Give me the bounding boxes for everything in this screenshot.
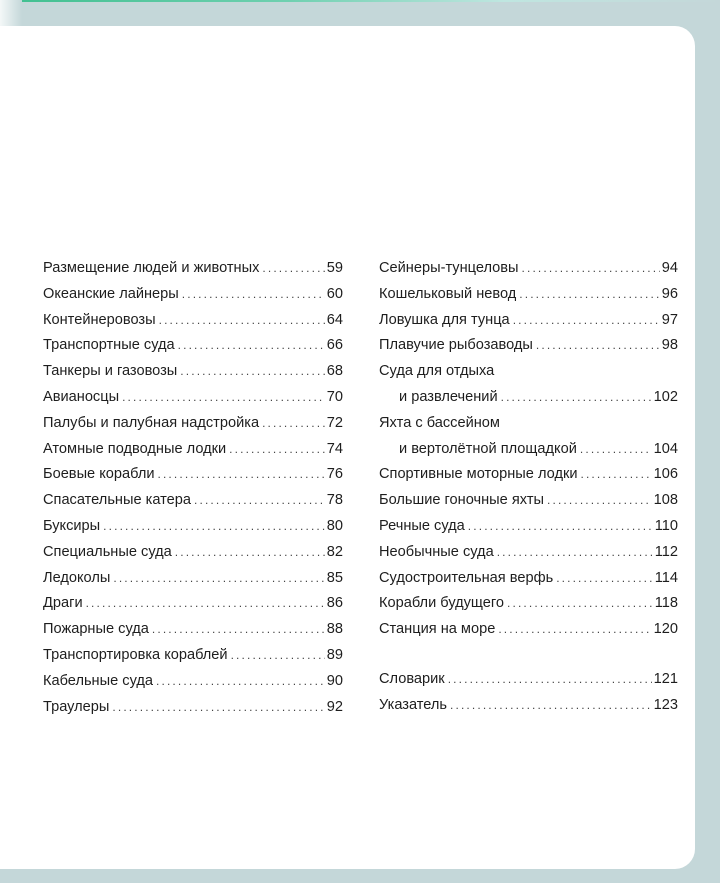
toc-entry-title: Транспортировка кораблей bbox=[43, 646, 228, 663]
toc-entry[interactable] bbox=[43, 488, 343, 514]
toc-entry[interactable] bbox=[43, 359, 343, 385]
toc-entry[interactable] bbox=[43, 385, 343, 411]
toc-entry[interactable] bbox=[379, 667, 678, 693]
dot-leader bbox=[86, 591, 325, 617]
toc-entry-page-number: 92 bbox=[326, 698, 343, 715]
dot-leader bbox=[156, 669, 325, 695]
dot-leader bbox=[262, 256, 324, 282]
toc-entry-page-number: 123 bbox=[653, 696, 678, 713]
dot-leader bbox=[159, 308, 325, 334]
dot-leader bbox=[580, 437, 652, 463]
dot-leader bbox=[158, 462, 325, 488]
toc-entry[interactable] bbox=[379, 488, 678, 514]
toc-entry-page-number: 85 bbox=[326, 569, 343, 586]
toc-entry-title: Необычные суда bbox=[379, 543, 494, 560]
toc-entry-page-number: 88 bbox=[326, 621, 343, 638]
toc-entry-page-number: 120 bbox=[653, 621, 678, 638]
toc-entry[interactable] bbox=[43, 669, 343, 695]
dot-leader bbox=[180, 359, 324, 385]
dot-leader bbox=[175, 540, 325, 566]
toc-entry-title: и вертолётной площадкой bbox=[399, 440, 577, 457]
toc-entry[interactable] bbox=[379, 566, 678, 592]
toc-entry-page-number: 112 bbox=[654, 543, 678, 560]
content-panel bbox=[0, 26, 695, 869]
dot-leader bbox=[513, 308, 660, 334]
dot-leader bbox=[507, 591, 653, 617]
toc-entry-title: и развлечений bbox=[399, 388, 498, 405]
toc-entry[interactable] bbox=[379, 540, 678, 566]
toc-entry[interactable] bbox=[379, 359, 678, 385]
toc-entry[interactable] bbox=[379, 437, 678, 463]
toc-entry-page-number: 96 bbox=[661, 285, 678, 302]
toc-entry[interactable] bbox=[379, 385, 678, 411]
toc-entry[interactable] bbox=[43, 437, 343, 463]
dot-leader bbox=[112, 695, 324, 721]
toc-entry[interactable] bbox=[43, 695, 343, 721]
toc-entry-title: Драги bbox=[43, 595, 83, 612]
toc-entry-page-number: 121 bbox=[653, 670, 678, 687]
toc-entry-page-number: 64 bbox=[326, 311, 343, 328]
toc-entry-page-number: 59 bbox=[326, 260, 343, 276]
toc-entry-title: Ловушка для тунца bbox=[379, 311, 510, 328]
toc-right-column bbox=[379, 256, 678, 719]
toc-entry[interactable] bbox=[43, 617, 343, 643]
toc-entry-title: Палубы и палубная надстройка bbox=[43, 414, 260, 431]
toc-entry[interactable] bbox=[379, 462, 678, 488]
toc-entry-title: Размещение людей и животных bbox=[43, 260, 260, 276]
dot-leader bbox=[519, 282, 660, 308]
toc-entry[interactable] bbox=[43, 333, 343, 359]
toc-entry[interactable] bbox=[43, 462, 343, 488]
toc-entry-page-number: 98 bbox=[661, 337, 678, 354]
toc-entry-page-number: 82 bbox=[326, 543, 343, 560]
toc-entry-title: Большие гоночные яхты bbox=[379, 492, 545, 509]
dot-leader bbox=[497, 540, 653, 566]
dot-leader bbox=[498, 617, 651, 643]
dot-leader bbox=[581, 462, 652, 488]
toc-entry[interactable] bbox=[43, 566, 343, 592]
toc-entry-page-number: 72 bbox=[326, 414, 343, 431]
dot-leader bbox=[229, 437, 325, 463]
toc-entry[interactable] bbox=[43, 591, 343, 617]
toc-entry[interactable] bbox=[379, 308, 678, 334]
toc-entry-page-number: 108 bbox=[653, 492, 678, 509]
toc-entry-page-number: 94 bbox=[661, 260, 678, 276]
dot-leader bbox=[556, 566, 653, 592]
toc-entry-title: Спортивные моторные лодки bbox=[379, 466, 578, 483]
toc-entry[interactable] bbox=[379, 333, 678, 359]
toc-entry[interactable] bbox=[43, 256, 343, 282]
toc-entry-page-number: 60 bbox=[326, 285, 343, 302]
toc-entry-title: Буксиры bbox=[43, 517, 101, 534]
toc-left-column bbox=[43, 256, 343, 720]
dot-leader bbox=[194, 488, 325, 514]
toc-entry-title: Спасательные катера bbox=[43, 492, 192, 509]
toc-entry-title: Речные суда bbox=[379, 517, 465, 534]
toc-entry[interactable] bbox=[379, 693, 678, 719]
toc-entry-page-number: 78 bbox=[326, 492, 343, 509]
dot-leader bbox=[262, 411, 325, 437]
dot-leader bbox=[501, 385, 652, 411]
toc-entry-title: Танкеры и газовозы bbox=[43, 363, 178, 380]
toc-entry-page-number: 66 bbox=[326, 337, 343, 354]
section-gap bbox=[379, 643, 678, 667]
toc-entry-page-number: 90 bbox=[326, 672, 343, 689]
toc-entry[interactable] bbox=[379, 256, 678, 282]
dot-leader bbox=[182, 282, 325, 308]
toc-entry-title: Яхта с бассейном bbox=[379, 414, 500, 431]
toc-entry-page-number: 97 bbox=[661, 311, 678, 328]
toc-entry-title: Судостроительная верфь bbox=[379, 569, 554, 586]
toc-entry-title: Кабельные суда bbox=[43, 672, 154, 689]
toc-entry-page-number: 74 bbox=[326, 440, 343, 457]
toc-entry[interactable] bbox=[43, 308, 343, 334]
toc-entry-page-number: 110 bbox=[654, 517, 678, 534]
toc-entry[interactable] bbox=[379, 411, 678, 437]
dot-leader bbox=[103, 514, 325, 540]
toc-entry[interactable] bbox=[43, 282, 343, 308]
toc-entry-title: Плавучие рыбозаводы bbox=[379, 337, 533, 354]
toc-entry-page-number: 89 bbox=[326, 646, 343, 663]
toc-entry[interactable] bbox=[43, 643, 343, 669]
toc-entry-title: Пожарные суда bbox=[43, 621, 149, 638]
toc-entry-title: Указатель bbox=[379, 696, 448, 713]
toc-entry-page-number: 104 bbox=[653, 440, 678, 457]
dot-leader bbox=[547, 488, 652, 514]
corner-fade bbox=[0, 0, 22, 28]
dot-leader bbox=[113, 566, 324, 592]
dot-leader bbox=[122, 385, 325, 411]
toc-entry-page-number: 102 bbox=[653, 388, 678, 405]
toc-entry-page-number: 86 bbox=[326, 595, 343, 612]
toc-entry-title: Ледоколы bbox=[43, 569, 111, 586]
toc-entry-title: Траулеры bbox=[43, 698, 110, 715]
toc-entry[interactable] bbox=[43, 540, 343, 566]
toc-entry-page-number: 68 bbox=[326, 363, 343, 380]
toc-entry[interactable] bbox=[43, 411, 343, 437]
toc-entry-page-number: 76 bbox=[326, 466, 343, 483]
dot-leader bbox=[178, 333, 325, 359]
toc-entry-title: Суда для отдыха bbox=[379, 363, 495, 380]
toc-entry-title: Словарик bbox=[379, 670, 445, 687]
toc-entry[interactable] bbox=[379, 282, 678, 308]
dot-leader bbox=[448, 667, 652, 693]
toc-entry-title: Атомные подводные лодки bbox=[43, 440, 227, 457]
toc-entry-title: Авианосцы bbox=[43, 388, 120, 405]
toc-entry-page-number: 80 bbox=[326, 517, 343, 534]
toc-entry-title: Боевые корабли bbox=[43, 466, 155, 483]
toc-entry-page-number: 70 bbox=[326, 388, 343, 405]
toc-entry-title: Океанские лайнеры bbox=[43, 285, 179, 302]
toc-entry-title: Специальные суда bbox=[43, 543, 172, 560]
toc-entry-title: Контейнеровозы bbox=[43, 311, 156, 328]
toc-entry-title: Кошельковый невод bbox=[379, 285, 517, 302]
dot-leader bbox=[231, 643, 325, 669]
dot-leader bbox=[152, 617, 325, 643]
toc-entry-page-number: 106 bbox=[653, 466, 678, 483]
toc-entry[interactable] bbox=[379, 591, 678, 617]
toc-entry[interactable] bbox=[43, 514, 343, 540]
toc-entry[interactable] bbox=[379, 617, 678, 643]
toc-entry[interactable] bbox=[379, 514, 678, 540]
dot-leader bbox=[522, 256, 660, 282]
toc-entry-title: Транспортные суда bbox=[43, 337, 175, 354]
toc-entry-title: Сейнеры-тунцеловы bbox=[379, 260, 519, 276]
toc-entry-page-number: 114 bbox=[654, 569, 678, 586]
dot-leader bbox=[468, 514, 653, 540]
dot-leader bbox=[450, 693, 652, 719]
toc-entry-page-number: 118 bbox=[654, 595, 678, 612]
dot-leader bbox=[536, 333, 660, 359]
toc-entry-title: Корабли будущего bbox=[379, 595, 505, 612]
top-accent-strip bbox=[0, 0, 720, 2]
toc-entry-title: Станция на море bbox=[379, 621, 496, 638]
